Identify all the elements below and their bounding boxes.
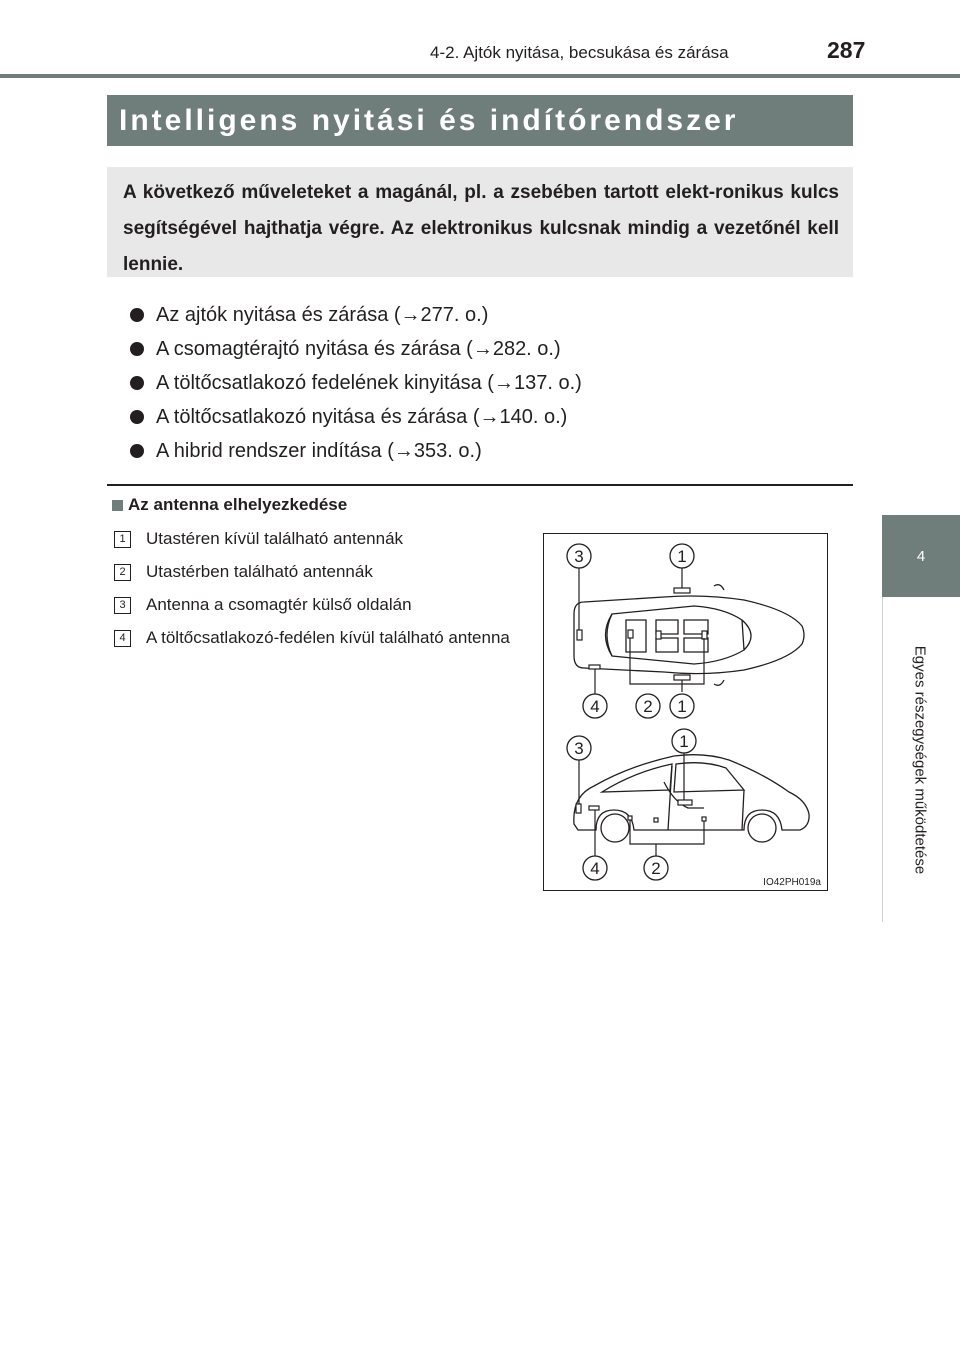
car-top-outline [574, 596, 804, 674]
antenna-marker [702, 631, 707, 639]
callout-label: 1 [677, 697, 687, 716]
header-rule [0, 74, 960, 78]
legend-number: 2 [114, 564, 131, 581]
antenna-marker [702, 817, 706, 821]
list-item-text: A hibrid rendszer indítása (→353. o.) [156, 440, 482, 462]
header-section-title: 4-2. Ajtók nyitása, becsukása és zárása [430, 43, 729, 62]
legend-text: A töltőcsatlakozó-fedélen kívül található antenna [146, 628, 510, 647]
legend-text: Antenna a csomagtér külső oldalán [146, 595, 412, 614]
callout-label: 3 [574, 739, 584, 758]
legend-text: Utastéren kívül található antennák [146, 529, 404, 548]
legend-number: 4 [114, 630, 131, 647]
bullet-dot [130, 376, 144, 390]
antenna-marker [589, 665, 600, 669]
legend-item [112, 594, 527, 616]
list-item [130, 366, 830, 400]
callout-label: 4 [590, 859, 600, 878]
list-item-text: A csomagtérajtó nyitása és zárása (→282. o.) [156, 338, 561, 360]
list-item [130, 298, 830, 332]
antenna-marker [628, 816, 632, 820]
antenna-marker [577, 630, 582, 640]
antenna-marker [674, 675, 690, 680]
bullet-dot [130, 444, 144, 458]
leader-line [630, 820, 704, 844]
intro-box: A következő műveleteket a magánál, pl. a zsebében tartott elekt-ronikus kulcs segítségével hajthatja végre. Az elektronikus kulcsnak mindig a vezetőnél kell lennie. [107, 167, 853, 277]
section-rule [107, 484, 853, 486]
legend-item [112, 561, 527, 583]
antenna-legend [112, 528, 527, 660]
list-item [130, 332, 830, 366]
list-item-text: A töltőcsatlakozó fedelének kinyitása (→137. o.) [156, 372, 582, 394]
callout-label: 3 [574, 547, 584, 566]
antenna-figure [543, 533, 828, 891]
car-side-windows [602, 763, 744, 792]
car-side-rear-wheel [601, 814, 629, 842]
section-heading [112, 495, 347, 515]
car-top-mirror [714, 585, 724, 686]
antenna-marker [654, 818, 658, 822]
list-item [130, 400, 830, 434]
list-item-text: A töltőcsatlakozó nyitása és zárása (→140. o.) [156, 406, 568, 428]
square-bullet-icon [112, 500, 123, 511]
callout-label: 2 [643, 697, 653, 716]
bullet-dot [130, 342, 144, 356]
legend-item [112, 627, 527, 649]
antenna-marker [678, 800, 692, 805]
antenna-marker [656, 631, 661, 639]
car-top-seats [656, 620, 708, 652]
callout-label: 1 [679, 732, 689, 751]
legend-text: Utastérben található antennák [146, 562, 373, 581]
callout-label: 2 [651, 859, 661, 878]
legend-number: 3 [114, 597, 131, 614]
section-heading-text: Az antenna elhelyezkedése [128, 495, 348, 514]
bullet-list [130, 298, 830, 468]
bullet-dot [130, 308, 144, 322]
figure-code: IO42PH019a [763, 877, 821, 888]
antenna-marker [628, 630, 633, 638]
antenna-marker [589, 806, 599, 810]
legend-item [112, 528, 527, 550]
chapter-label: Egyes részegységek működtetése [911, 645, 929, 875]
chapter-number: 4 [916, 547, 926, 565]
car-side-front-wheel [748, 814, 776, 842]
list-item [130, 434, 830, 468]
callout-label: 1 [677, 547, 687, 566]
legend-number: 1 [114, 531, 131, 548]
antenna-marker [674, 588, 690, 593]
list-item-text: Az ajtók nyitása és zárása (→277. o.) [156, 304, 489, 326]
callout-label: 4 [590, 697, 600, 716]
bullet-dot [130, 410, 144, 424]
antenna-marker [576, 804, 581, 813]
page-number: 287 [827, 37, 866, 63]
page-title: Intelligens nyitási és indítórendszer [107, 95, 853, 146]
car-diagram [544, 534, 829, 892]
